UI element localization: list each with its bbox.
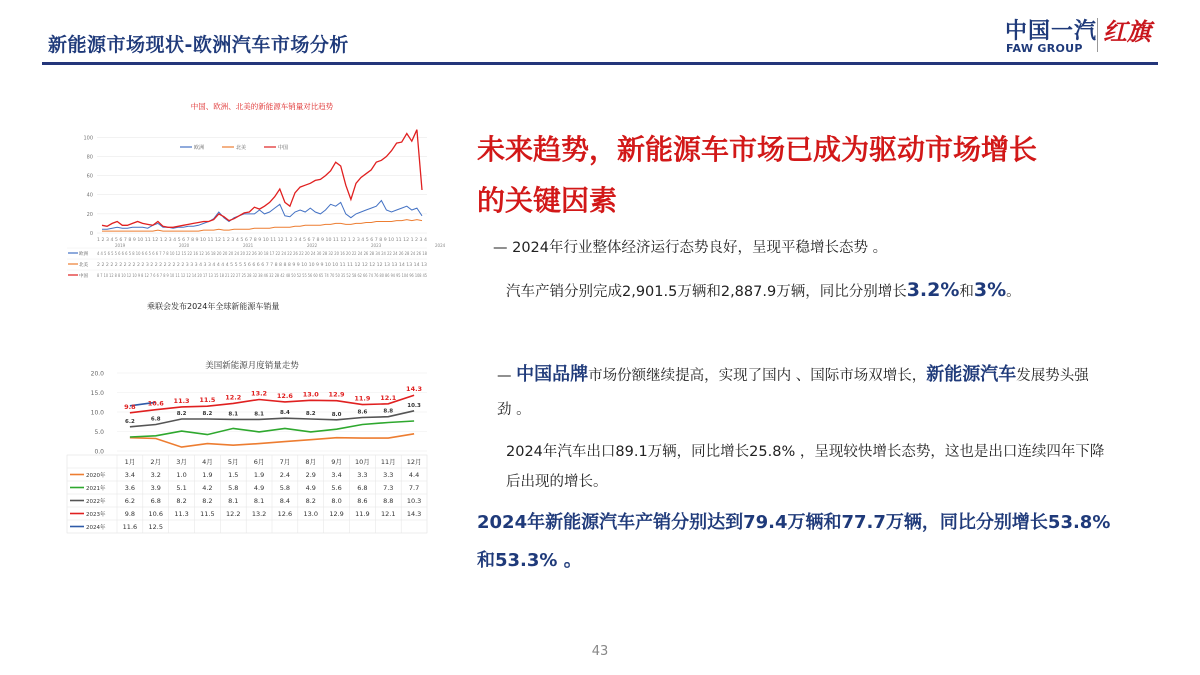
chart2-table-cell: 12.5 <box>148 523 163 531</box>
chart2-title: 美国新能源月度销量走势 <box>205 361 299 371</box>
production-sales-prefix: 汽车产销分别完成2,901.5万辆和2,887.9万辆，同比分别增长 <box>506 284 907 300</box>
chart2-table-cell: 6.2 <box>124 497 136 505</box>
chart2-point-label-2023: 12.1 <box>380 393 397 402</box>
chart2-table-cell: 1.5 <box>228 471 239 479</box>
chart2-table-cell: 8.2 <box>176 497 187 505</box>
chart2-table-cell: 8.1 <box>253 497 265 505</box>
chart1-table-rowname: 北美 <box>79 263 88 268</box>
chart2-table-cell: 3.2 <box>150 471 161 479</box>
chart2-category-label: 8月 <box>305 458 317 466</box>
chart2-table-cell: 8.1 <box>228 497 239 505</box>
chart2-point-label-2022: 8.1 <box>228 411 239 418</box>
logo-en-text: FAW GROUP <box>1006 42 1083 55</box>
sentence-end: 。 <box>1006 284 1021 300</box>
chart1-table-values: 8 7 10 12 8 8 10 12 10 9 8 12 7 6 6 7 8 9 10 11 12 12 14 20 17 13 15 18 21 22 27 25 28 32 38 46 32 28 42 48 50 52 55 56 60 65 74 70 50 35 52 58 62 66 74 76 80 86 94 95 104 96 108 45 <box>97 273 428 278</box>
chart2-table-cell: 3.6 <box>124 484 136 492</box>
chart2-table-cell: 4.2 <box>202 484 213 492</box>
chart1-y-tick: 60 <box>86 173 93 180</box>
chart2-point-label-2022: 6.2 <box>125 418 135 425</box>
chart1-svg <box>62 95 446 330</box>
chart2-table-cell: 11.6 <box>122 523 138 531</box>
chart2-point-label-2022: 8.2 <box>202 411 213 418</box>
chart1-table-rowname: 欧洲 <box>79 252 88 257</box>
production-sales-text <box>506 279 1021 301</box>
nev-summary-text: 2024年新能源汽车产销分别达到79.4万辆和77.7万辆，同比分别增长53.8%和53.3% 。 <box>477 512 1111 571</box>
chart2-point-label-2022: 8.6 <box>357 409 368 416</box>
chart2-table-cell: 7.3 <box>383 484 394 492</box>
chart1-year-label: 2022 <box>307 243 318 248</box>
chart2-table-rowname: 2021年 <box>86 486 106 492</box>
chart2-table-cell: 4.9 <box>305 484 316 492</box>
chart1-year-label: 2020 <box>179 243 190 248</box>
headline-line2: 的关键因素 <box>477 184 618 217</box>
chart2-point-label-2022: 8.2 <box>176 411 187 418</box>
chart2-category-label: 6月 <box>253 458 265 466</box>
chart2-table-cell: 1.0 <box>176 471 187 479</box>
chart2-point-label-2022: 8.8 <box>383 408 394 415</box>
chart2-point-label-2023: 13.2 <box>251 389 268 398</box>
chart2-table-cell: 8.2 <box>305 497 316 505</box>
chart2-point-label-2022: 8.2 <box>305 411 316 418</box>
chart2-table-cell: 12.2 <box>226 510 241 518</box>
chart1-y-tick: 100 <box>83 135 93 142</box>
chart2-y-tick: 20.0 <box>90 370 104 378</box>
chart2-table-cell: 1.9 <box>253 471 265 479</box>
chart2-table-cell: 8.6 <box>357 497 368 505</box>
chart2-point-label-2023: 12.9 <box>328 390 345 399</box>
chart2-series-line <box>130 421 414 437</box>
chart2-point-label-2022: 10.3 <box>407 402 421 409</box>
chart-us-nev-monthly <box>62 353 432 563</box>
chart2-point-label-2023: 9.8 <box>124 402 136 411</box>
chart2-y-tick: 0.0 <box>94 448 104 456</box>
chart2-table-cell: 5.8 <box>228 484 239 492</box>
chart2-table-cell: 1.9 <box>202 471 213 479</box>
logo-separator <box>1097 18 1098 52</box>
chart2-table-cell: 2.9 <box>305 471 316 479</box>
chart2-y-tick: 15.0 <box>90 390 104 397</box>
chart2-category-label: 2月 <box>150 458 162 466</box>
chart2-point-label-2022: 8.4 <box>280 410 290 417</box>
chart2-point-label-2023: 11.5 <box>199 396 216 405</box>
chart1-caption: 乘联会发布2024年全球新能源车销量 <box>147 302 280 311</box>
chart2-point-label-2023: 13.0 <box>302 390 319 399</box>
chart2-table-rowname: 2024年 <box>86 525 106 531</box>
chart2-table-cell: 10.6 <box>148 510 163 518</box>
chart2-point-label-2023: 11.9 <box>354 394 371 403</box>
chart2-table-cell: 6.8 <box>357 484 368 492</box>
chart2-table-cell: 3.4 <box>331 471 342 479</box>
chart2-category-label: 10月 <box>355 458 370 466</box>
chart2-category-label: 11月 <box>380 458 396 466</box>
chart1-legend-label: 北美 <box>236 145 247 151</box>
page-number: 43 <box>591 644 609 659</box>
chart2-table-rowname: 2022年 <box>86 499 106 505</box>
chart2-table-cell: 6.8 <box>150 497 161 505</box>
chart1-year-label: 2019 <box>115 243 126 248</box>
chart1-legend-label: 中国 <box>278 145 289 151</box>
chart2-table-cell: 12.9 <box>329 510 344 518</box>
chart2-point-label-2022: 6.8 <box>150 416 161 423</box>
chart2-point-label-2023: 12.2 <box>225 393 242 402</box>
chart2-table-cell: 5.6 <box>331 484 342 492</box>
chart1-table-rowname: 中国 <box>79 274 88 279</box>
chart2-point-label-2023: 10.6 <box>147 399 164 408</box>
chart2-table-cell: 4.9 <box>253 484 265 492</box>
chart1-table-values: 2 2 2 2 2 2 2 2 2 2 2 3 2 2 2 2 2 2 2 2 3 3 3 4 3 3 4 4 4 4 5 5 5 5 6 6 6 6 7 7 8 8 8 8 9 9 10 10 9 9 10 10 11 11 12 12 12 12 13 13 14 13 14 13 <box>97 262 428 267</box>
chart1-y-tick: 20 <box>86 211 93 218</box>
chart2-point-label-2023: 12.6 <box>276 391 293 400</box>
chart1-year-label: 2023 <box>371 243 382 248</box>
chart2-y-tick: 10.0 <box>90 409 104 417</box>
export-text: 2024年汽车出口89.1万辆，同比增长25.8% ，呈现较快增长态势，这也是出口连续四年下降后出现的增长。 <box>506 444 1105 490</box>
chart2-point-label-2023: 14.3 <box>406 385 423 394</box>
china-brand-emphasis: 中国品牌 <box>516 364 589 385</box>
chart2-table-cell: 11.9 <box>355 510 370 518</box>
chart2-table-cell: 11.5 <box>200 510 215 518</box>
chart1-y-tick: 80 <box>86 154 93 161</box>
chart2-table-cell: 13.2 <box>251 510 267 518</box>
chart2-table-cell: 10.3 <box>406 497 422 505</box>
chart2-table-cell: 3.3 <box>357 471 368 479</box>
bullet-economy: — 2024年行业整体经济运行态势良好，呈现平稳增长态势 。 <box>493 240 888 256</box>
chart2-table-cell: 8.8 <box>383 497 394 505</box>
chart2-table-cell: 8.0 <box>331 497 342 505</box>
headline-line1: 未来趋势，新能源车市场已成为驱动市场增长 <box>477 133 1038 166</box>
hongqi-logo-text: 红旗 <box>1103 17 1151 46</box>
chart2-table-cell: 12.6 <box>277 510 293 518</box>
chart2-table-rowname: 2020年 <box>86 473 106 479</box>
chart1-legend-label: 欧洲 <box>194 145 205 151</box>
bullet-china-brand <box>497 358 1097 427</box>
chart2-table-cell: 3.3 <box>383 471 394 479</box>
chart2-table-cell: 2.4 <box>279 471 291 479</box>
chart2-table-cell: 5.8 <box>279 484 291 492</box>
faw-logo <box>1005 14 1155 58</box>
chart2-y-tick: 5.0 <box>94 429 104 436</box>
chart1-year-label: 2021 <box>243 243 254 248</box>
chart2-category-label: 4月 <box>202 458 213 466</box>
chart2-category-label: 3月 <box>176 458 187 466</box>
china-brand-end: 发展势头强劲 。 <box>497 368 1089 418</box>
chart2-category-label: 1月 <box>124 458 136 466</box>
chart2-table-cell: 5.1 <box>176 484 187 492</box>
chart2-category-label: 7月 <box>279 458 291 466</box>
chart2-table-cell: 3.9 <box>150 484 161 492</box>
chart1-y-tick: 0 <box>89 231 93 237</box>
chart2-table-cell: 3.4 <box>124 471 136 479</box>
chart2-table-cell: 7.7 <box>408 484 420 492</box>
chart2-table-cell: 14.3 <box>406 510 422 518</box>
chart2-series-line <box>130 434 414 447</box>
chart2-svg <box>62 353 432 563</box>
chart2-table-cell: 9.8 <box>124 510 136 518</box>
chart2-table-cell: 12.1 <box>381 510 396 518</box>
chart-global-nev-sales <box>62 95 446 330</box>
china-brand-middle: 市场份额继续提高，实现了国内 、国际市场双增长， <box>588 368 927 384</box>
page-title: 新能源市场现状-欧洲汽车市场分析 <box>48 34 349 56</box>
chart1-series-line <box>102 130 422 228</box>
chart2-category-label: 5月 <box>227 458 239 466</box>
conjunction-and: 和 <box>959 284 974 300</box>
logo-cn-text: 中国一汽 <box>1005 19 1098 44</box>
chart1-table-values: 4 4 5 6 5 5 6 6 6 5 8 10 6 6 5 6 6 7 7 8 10 12 15 22 16 12 16 18 20 20 20 24 20 22 26 30 18 17 22 24 22 26 22 20 24 30 28 32 20 16 20 22 24 26 28 34 24 22 24 26 28 24 26 18 <box>97 251 428 256</box>
chart2-table-rowname: 2023年 <box>86 512 106 518</box>
headline <box>477 124 1117 226</box>
chart2-table-cell: 13.0 <box>303 510 318 518</box>
chart1-month-labels: 1 2 3 4 5 6 7 8 9 10 11 12 1 2 3 4 5 6 7 8 9 10 11 12 1 2 3 4 5 6 7 8 9 10 11 12 1 2 3 4 5 6 7 8 9 10 11 12 1 2 3 4 5 6 7 8 9 10 11 12 1 2 3 4 <box>97 237 428 242</box>
chart2-table-cell: 11.3 <box>174 510 189 518</box>
nev-emphasis: 新能源汽车 <box>926 364 1017 385</box>
bullet-dash: — <box>497 368 517 384</box>
chart2-category-label: 9月 <box>331 458 342 466</box>
chart2-point-label-2023: 11.3 <box>173 396 190 405</box>
chart2-point-label-2022: 8.1 <box>254 411 264 418</box>
header-divider <box>42 62 1158 65</box>
chart1-title: 中国、欧洲、北美的新能源车销量对比趋势 <box>190 102 334 111</box>
growth-pct-production: 3.2% <box>906 279 960 301</box>
chart1-year-label: 2024 <box>435 243 446 248</box>
chart1-y-tick: 40 <box>86 192 93 199</box>
chart2-table-cell: 4.4 <box>408 471 420 479</box>
chart2-table-cell: 8.2 <box>202 497 213 505</box>
growth-pct-sales: 3% <box>973 279 1007 301</box>
chart2-table-cell: 8.4 <box>279 497 291 505</box>
chart2-point-label-2022: 8.0 <box>331 411 342 418</box>
chart2-category-label: 12月 <box>406 458 422 466</box>
